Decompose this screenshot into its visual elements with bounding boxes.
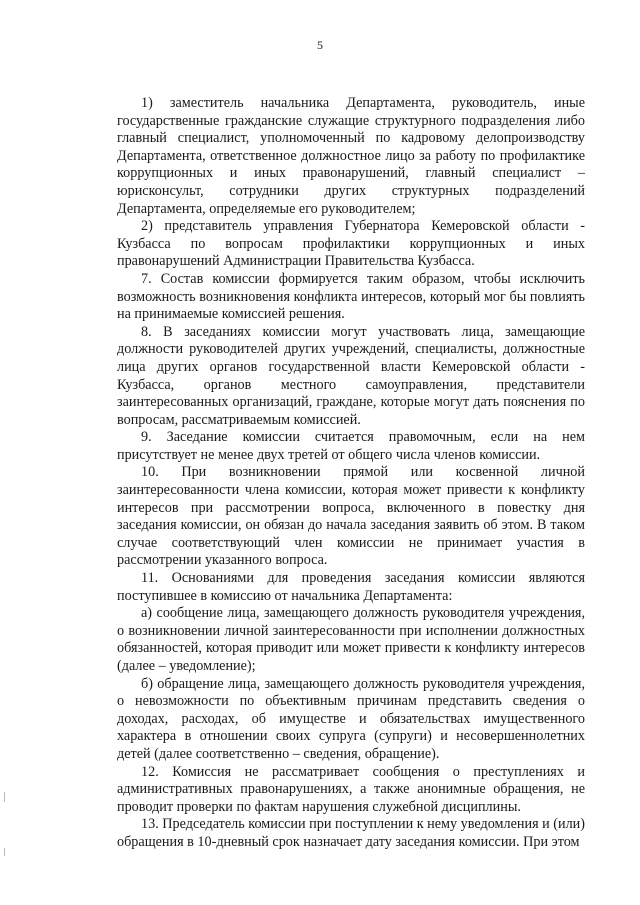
scan-margin-mark [4,848,5,856]
paragraph: 1) заместитель начальника Департамента, руководитель, иные государственные гражданские служащие структурного подразделения либо главный специалист, уполномоченный по кадровому делопроизводству Департамента, ответственное должностное лицо за работу по профилактике коррупционных и иных правонарушений, главный специалист – юрисконсульт, сотрудники других структурных подразделений Департамента, определяемые его руководителем; [117,95,585,217]
scan-margin-mark [4,792,5,802]
paragraph: 2) представитель управления Губернатора Кемеровской области - Кузбасса по вопросам профилактики коррупционных и иных правонарушений Администрации Правительства Кузбасса. [117,218,585,270]
body-text [117,95,585,852]
paragraph: 10. При возникновении прямой или косвенной личной заинтересованности члена комиссии, которая может привести к конфликту интересов при рассмотрении вопроса, включенного в повестку дня заседания комиссии, он обязан до начала заседания заявить об этом. В таком случае соответствующий член комиссии не принимает участия в рассмотрении указанного вопроса. [117,464,585,569]
paragraph: 11. Основаниями для проведения заседания комиссии являются поступившее в комиссию от начальника Департамента: [117,570,585,604]
page-number: 5 [317,38,323,52]
paragraph: 13. Председатель комиссии при поступлении к нему уведомления и (или) обращения в 10-дневный срок назначает дату заседания комиссии. При этом [117,816,586,850]
paragraph: 8. В заседаниях комиссии могут участвовать лица, замещающие должности руководителей других учреждений, специалисты, должностные лица других органов государственной власти Кемеровской области - Кузбасса, органов местного самоуправления, представители заинтересованных организаций, граждане, которые могут дать пояснения по вопросам, рассматриваемым комиссией. [117,323,585,428]
paragraph: 12. Комиссия не рассматривает сообщения о преступлениях и административных правонарушениях, а также анонимные обращения, не проводит проверки по фактам нарушения служебной дисциплины. [117,763,585,815]
paragraph: б) обращение лица, замещающего должность руководителя учреждения, о невозможности по объективным причинам представить сведения о доходах, расходах, об имуществе и обязательствах имущественного характера в отношении своих супруга (супруги) и несовершеннолетних детей (далее соответственно – сведения, обращение). [117,675,585,762]
paragraph: а) сообщение лица, замещающего должность руководителя учреждения, о возникновении личной заинтересованности при исполнении должностных обязанностей, которая приводит или может привести к конфликту интересов (далее – уведомление); [117,605,585,674]
paragraph: 7. Состав комиссии формируется таким образом, чтобы исключить возможность возникновения конфликта интересов, который мог бы повлиять на принимаемые комиссией решения. [117,270,585,323]
paragraph: 9. Заседание комиссии считается правомочным, если на нем присутствует не менее двух третей от общего числа членов комиссии. [117,429,585,463]
